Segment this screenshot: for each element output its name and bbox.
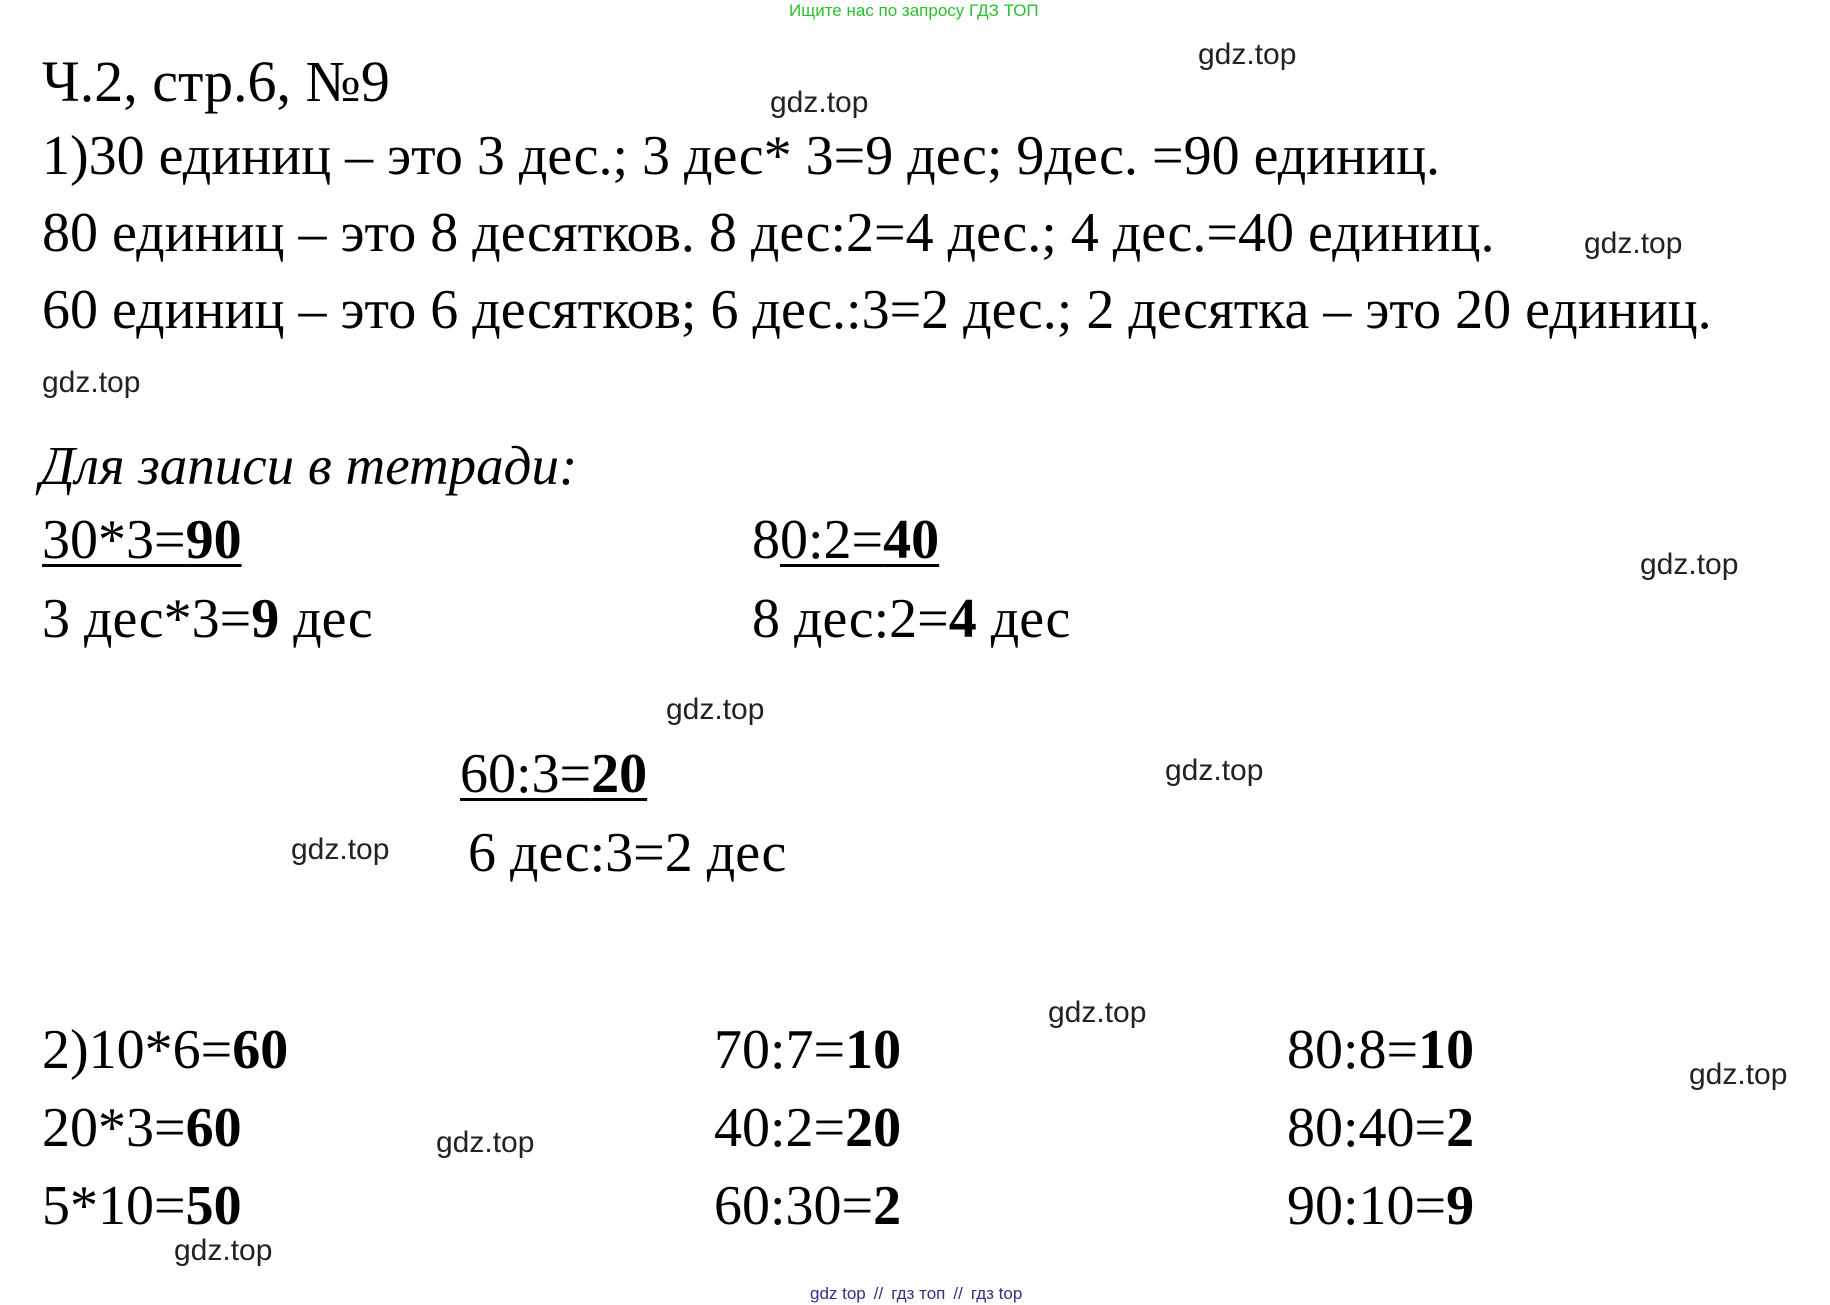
- equation-70div7: 70:7=10: [714, 1019, 902, 1081]
- equation-10x6: 2)10*6=60: [42, 1019, 289, 1081]
- watermark: gdz.top: [436, 1126, 535, 1159]
- equation-result: 4: [948, 588, 977, 650]
- footer-link[interactable]: гдз top: [970, 1284, 1023, 1303]
- notebook-heading: Для записи в тетради:: [40, 435, 578, 496]
- equation-30x3: [42, 508, 242, 572]
- equation-6dec-div3: 6 дес:3=2 дес: [468, 822, 787, 884]
- equation-expr: 30*3=: [42, 509, 186, 571]
- equation-5x10: 5*10=50: [42, 1175, 242, 1237]
- equation-expr: 60:3=: [460, 743, 592, 805]
- equation-result: 20: [591, 743, 648, 805]
- footer-links: [806, 1284, 1026, 1304]
- equation-unit: дес: [279, 588, 373, 650]
- footer-link[interactable]: gdz top: [810, 1284, 866, 1303]
- watermark: gdz.top: [1048, 996, 1147, 1029]
- equation-80div2: [752, 508, 939, 572]
- explanation-line-2: 80 единиц – это 8 десятков. 8 дес:2=4 дес.; 4 дес.=40 единиц.: [42, 202, 1495, 264]
- equation-90div10: 90:10=9: [1287, 1175, 1475, 1237]
- equation-result: 90: [185, 509, 242, 571]
- equation-result: 40: [883, 509, 940, 571]
- equation-expr: 8 дес:2=: [752, 588, 949, 650]
- equation-20x3: 20*3=60: [42, 1097, 242, 1159]
- equation-3dec-x3: [42, 587, 373, 651]
- watermark: gdz.top: [1584, 227, 1683, 260]
- top-banner-link[interactable]: Ищите нас по запросу ГДЗ ТОП: [789, 1, 1039, 20]
- explanation-line-1: 1)30 единиц – это 3 дес.; 3 дес* 3=9 дес; 9дес. =90 единиц.: [42, 125, 1441, 187]
- watermark: gdz.top: [42, 366, 141, 399]
- watermark: gdz.top: [1165, 754, 1264, 787]
- watermark: gdz.top: [1689, 1058, 1788, 1091]
- equation-unit: дес: [976, 588, 1071, 650]
- watermark: gdz.top: [1198, 38, 1297, 71]
- watermark: gdz.top: [1640, 548, 1739, 581]
- equation-8dec-div2: [752, 587, 1070, 651]
- footer-separator: //: [953, 1284, 963, 1303]
- equation-expr: 3 дес*3=: [42, 588, 252, 650]
- explanation-line-3: 60 единиц – это 6 десятков; 6 дес.:3=2 дес.; 2 десятка – это 20 единиц.: [42, 279, 1712, 341]
- equation-40div2: 40:2=20: [714, 1097, 902, 1159]
- footer-link[interactable]: гдз топ: [891, 1284, 946, 1303]
- equation-60div3: [460, 742, 647, 806]
- equation-80div40: 80:40=2: [1287, 1097, 1475, 1159]
- watermark: gdz.top: [770, 86, 869, 119]
- equation-expr-prefix: 8: [752, 509, 780, 571]
- watermark: gdz.top: [291, 833, 390, 866]
- equation-expr: 0:2=: [780, 509, 884, 571]
- equation-60div30: 60:30=2: [714, 1175, 902, 1237]
- equation-result: 9: [251, 588, 280, 650]
- footer-separator: //: [873, 1284, 884, 1303]
- page-title: Ч.2, стр.6, №9: [42, 49, 390, 114]
- equation-80div8: 80:8=10: [1287, 1019, 1475, 1081]
- watermark: gdz.top: [666, 693, 765, 726]
- watermark: gdz.top: [174, 1234, 273, 1267]
